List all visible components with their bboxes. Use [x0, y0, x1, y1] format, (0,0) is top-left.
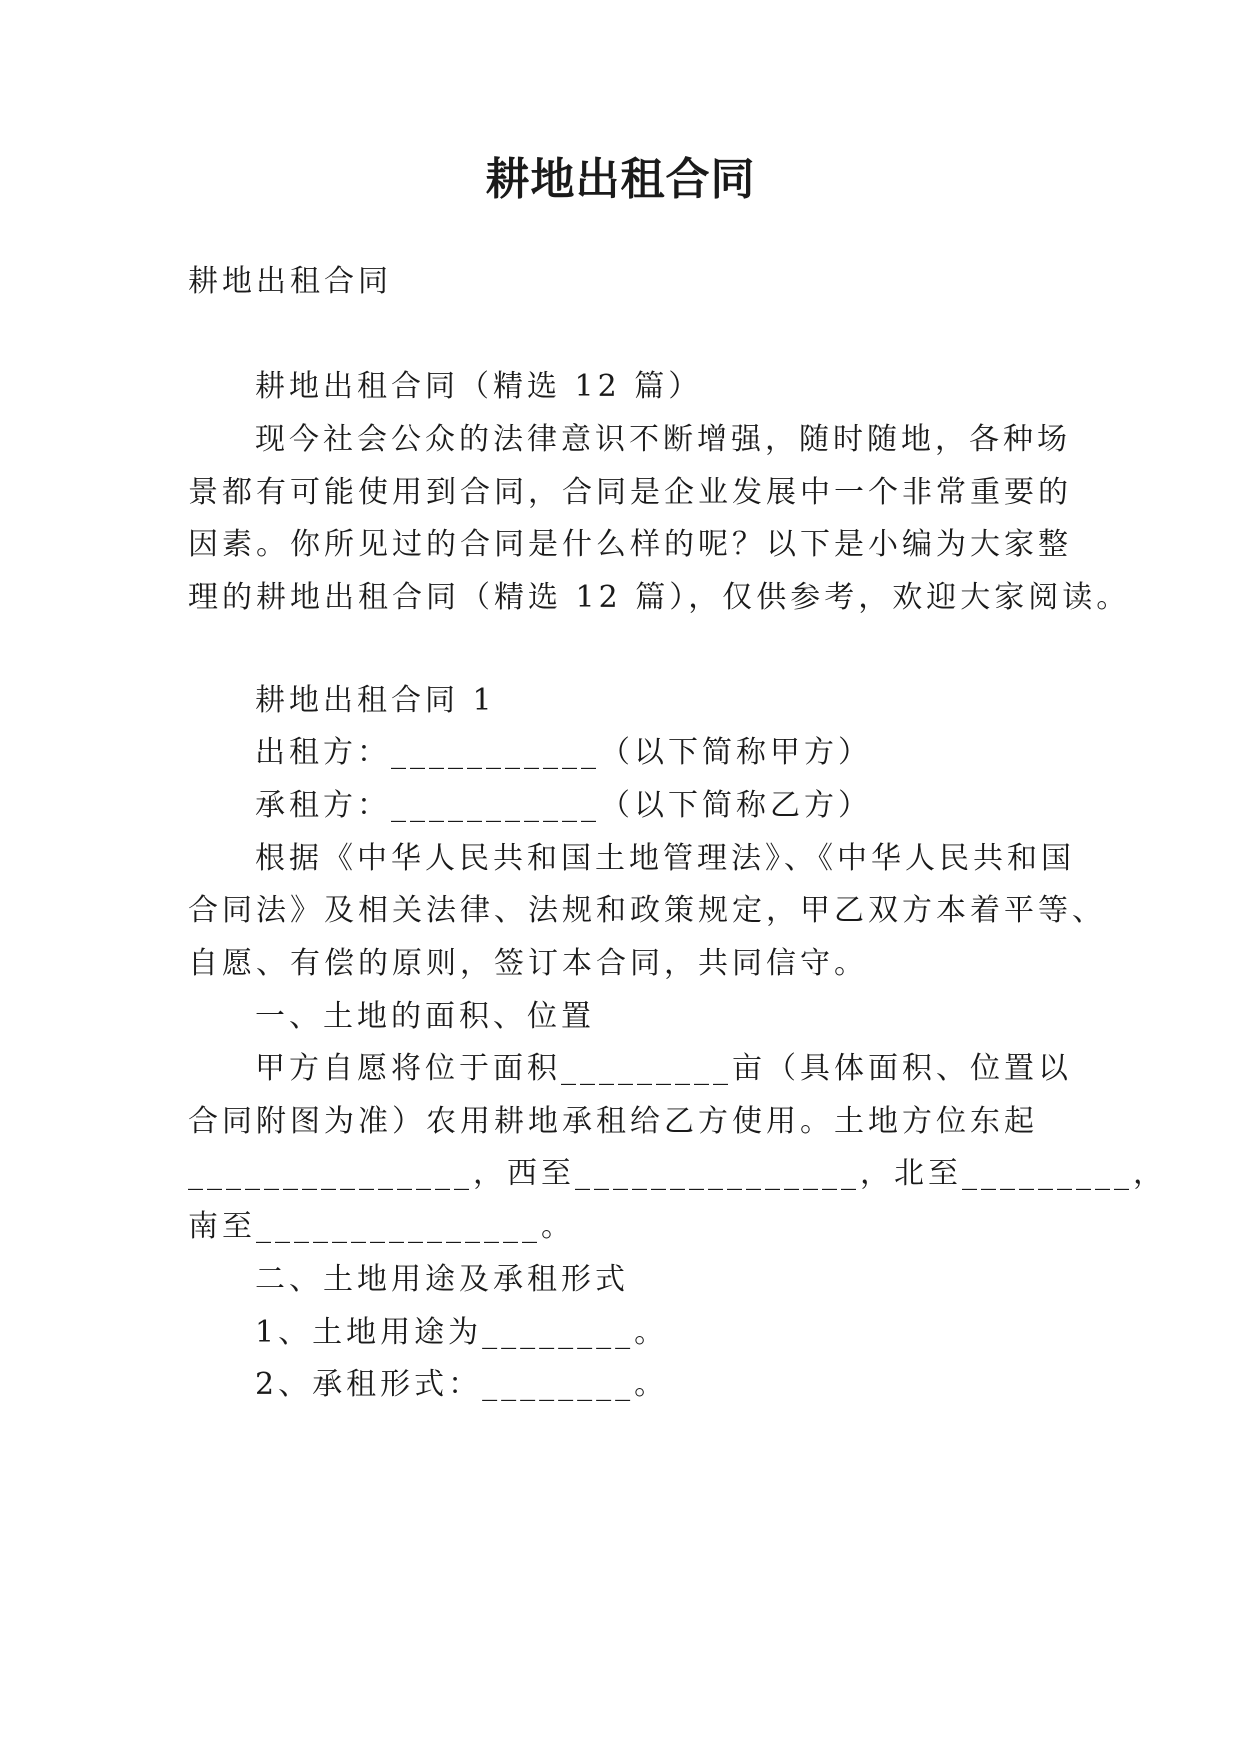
lessee-line: 承租方：___________（以下简称乙方） — [255, 788, 872, 823]
document-title: 耕地出租合同 — [485, 154, 756, 205]
intro-paragraph-line: 因素。你所见过的合同是什么样的呢？以下是小编为大家整 — [188, 527, 1072, 562]
intro-paragraph-line: 景都有可能使用到合同，合同是企业发展中一个非常重要的 — [188, 475, 1072, 510]
clause-line: 1、土地用途为________。 — [255, 1315, 669, 1350]
land-paragraph-line: 甲方自愿将位于面积_________亩（具体面积、位置以 — [255, 1051, 1072, 1086]
basis-paragraph-line: 自愿、有偿的原则，签订本合同，共同信守。 — [188, 946, 868, 981]
land-paragraph-line: _______________，西至_______________，北至_________， — [188, 1156, 1167, 1191]
clause-line: 2、承租形式：________。 — [255, 1367, 669, 1402]
section-heading: 一、土地的面积、位置 — [255, 999, 595, 1034]
basis-paragraph-line: 合同法》及相关法律、法规和政策规定，甲乙双方本着平等、 — [188, 893, 1106, 928]
land-paragraph-line: 合同附图为准）农用耕地承租给乙方使用。土地方位东起 — [188, 1104, 1038, 1139]
intro-paragraph-line: 现今社会公众的法律意识不断增强，随时随地，各种场 — [255, 422, 1071, 457]
doc-heading: 耕地出租合同 — [188, 264, 392, 299]
contract-heading: 耕地出租合同 1 — [255, 683, 496, 718]
land-paragraph-line: 南至_______________。 — [188, 1209, 575, 1244]
doc-subtitle: 耕地出租合同（精选 12 篇） — [255, 369, 703, 404]
intro-paragraph-line: 理的耕地出租合同（精选 12 篇），仅供参考，欢迎大家阅读。 — [188, 580, 1131, 615]
section-heading: 二、土地用途及承租形式 — [255, 1262, 629, 1297]
basis-paragraph-line: 根据《中华人民共和国土地管理法》、《中华人民共和国 — [255, 841, 1075, 876]
lessor-line: 出租方：___________（以下简称甲方） — [255, 735, 872, 770]
